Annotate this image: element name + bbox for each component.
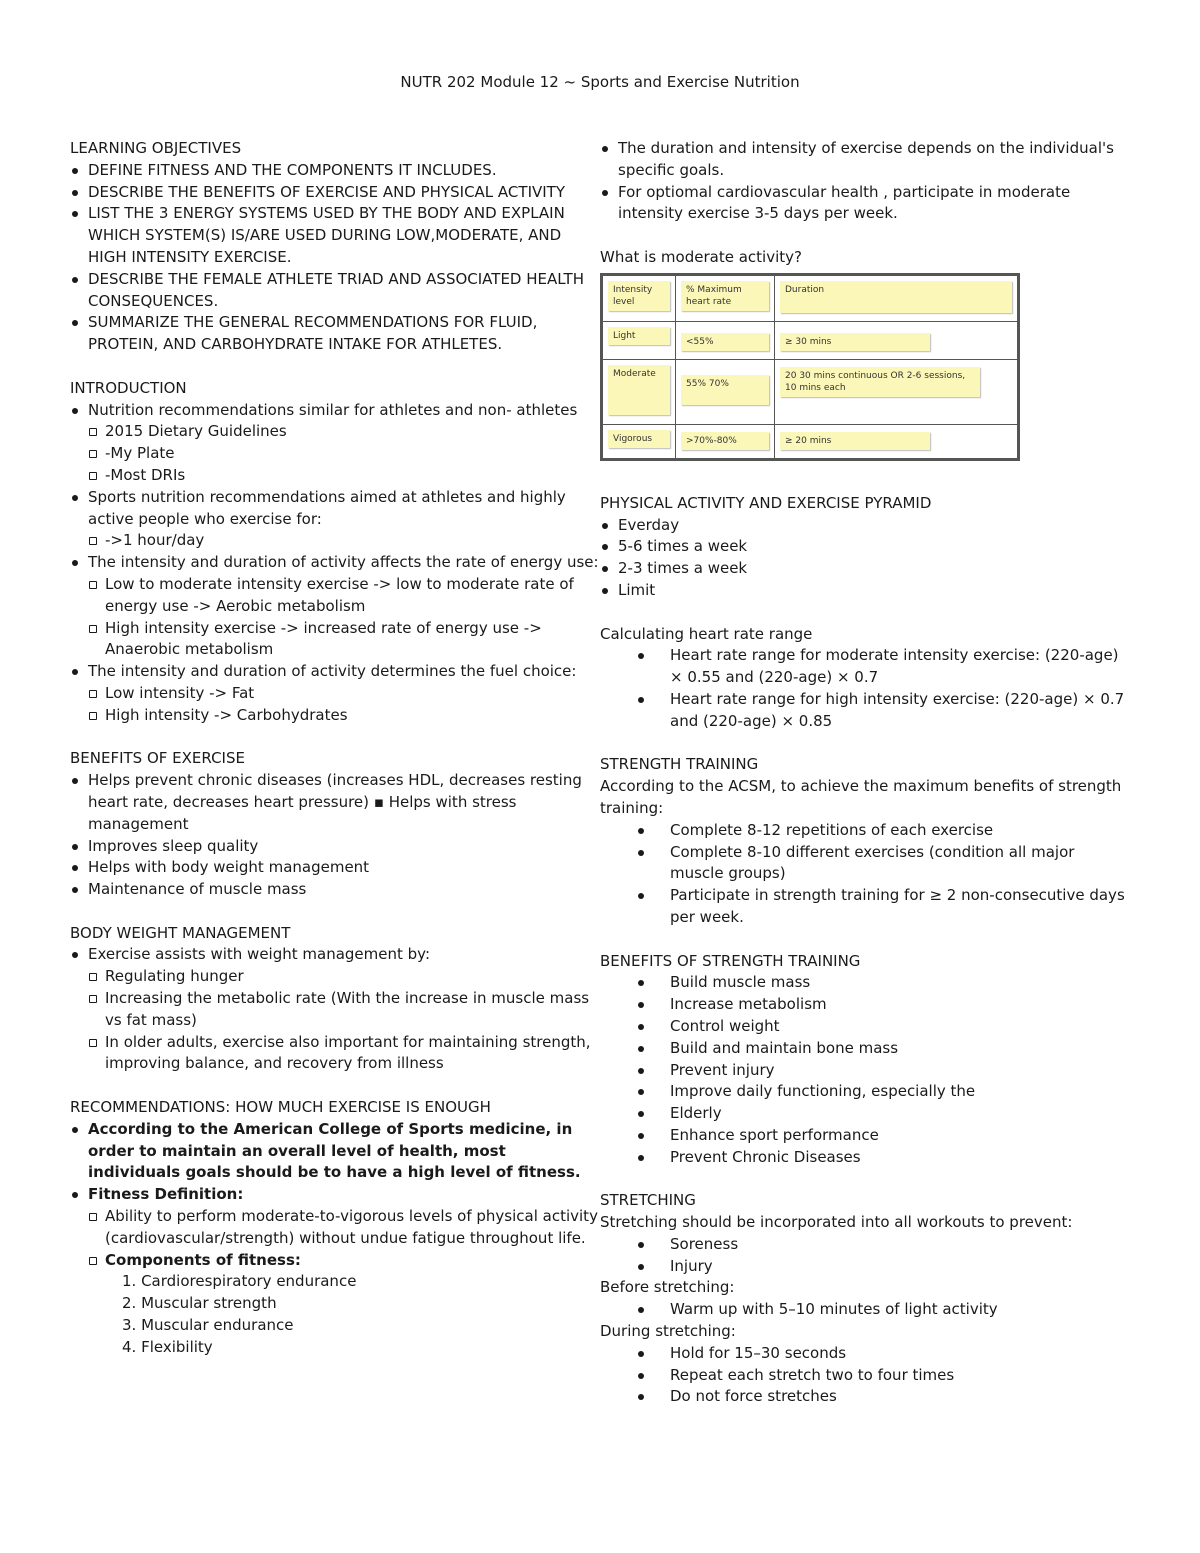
list-item: DESCRIBE THE BENEFITS OF EXERCISE AND PHYSICAL ACTIVITY: [70, 182, 600, 204]
list-item: Build muscle mass: [600, 972, 1130, 994]
table-cell: 20 30 mins continuous OR 2-6 sessions, 10 mins each: [780, 367, 980, 397]
list-item: DEFINE FITNESS AND THE COMPONENTS IT INCLUDES.: [70, 160, 600, 182]
list-item: Prevent injury: [600, 1060, 1130, 1082]
list-item: Limit: [600, 580, 1130, 602]
right-column: [600, 138, 1130, 1408]
sub-list-item: 2015 Dietary Guidelines: [70, 421, 600, 443]
intensity-table-image: [600, 273, 1020, 461]
sub-list-item: Components of fitness:: [70, 1250, 600, 1272]
body-weight-heading: BODY WEIGHT MANAGEMENT: [70, 923, 291, 942]
list-item: Nutrition recommendations similar for athletes and non- athletes: [70, 400, 600, 422]
list-item: The intensity and duration of activity affects the rate of energy use:: [70, 552, 600, 574]
components-list: [70, 1271, 600, 1358]
during-stretching-list: [600, 1343, 1130, 1408]
during-stretching-label: During stretching:: [600, 1322, 736, 1341]
body-weight-list: [70, 944, 600, 966]
heart-rate-list: [600, 645, 1130, 732]
list-item: Heart rate range for high intensity exercise: (220-age) × 0.7 and (220-age) × 0.85: [600, 689, 1130, 733]
numbered-item: 3. Muscular endurance: [122, 1316, 294, 1335]
strength-training-intro: According to the ACSM, to achieve the maximum benefits of strength training:: [600, 777, 1122, 817]
strength-training-list: [600, 820, 1130, 929]
pyramid-list: [600, 515, 1130, 602]
table-cell: 55% 70%: [681, 375, 769, 405]
stretching-heading: STRETCHING: [600, 1191, 696, 1210]
list-item: Complete 8-10 different exercises (condition all major muscle groups): [600, 842, 1130, 886]
list-item: According to the American College of Sports medicine, in order to maintain an overall level of health, most individuals goals should be to have a high level of fitness.: [70, 1119, 600, 1184]
list-item: Improves sleep quality: [70, 836, 600, 858]
list-item: 2-3 times a week: [600, 558, 1130, 580]
list-item: Build and maintain bone mass: [600, 1038, 1130, 1060]
sub-list-item: -My Plate: [70, 443, 600, 465]
introduction-sublist: [70, 421, 600, 486]
table-cell: ≥ 30 mins: [780, 333, 930, 351]
list-item: LIST THE 3 ENERGY SYSTEMS USED BY THE BODY AND EXPLAIN WHICH SYSTEM(S) IS/ARE USED DURING LOW,MODERATE, AND HIGH INTENSITY EXERCISE.: [70, 203, 600, 268]
list-item: Increase metabolism: [600, 994, 1130, 1016]
table-cell: Moderate: [608, 365, 670, 415]
introduction-list: [70, 487, 600, 531]
sub-list-item: High intensity -> Carbohydrates: [70, 705, 600, 727]
sub-list-item: High intensity exercise -> increased rate of energy use -> Anaerobic metabolism: [70, 618, 600, 662]
before-stretching-label: Before stretching:: [600, 1278, 735, 1297]
left-column: [70, 138, 600, 1359]
list-item: For optiomal cardiovascular health , participate in moderate intensity exercise 3-5 days per week.: [600, 182, 1130, 226]
list-item: Helps prevent chronic diseases (increases HDL, decreases resting heart rate, decreases heart pressure) ▪ Helps with stress management: [70, 770, 600, 835]
list-item: 5-6 times a week: [600, 536, 1130, 558]
list-item: Injury: [600, 1256, 1130, 1278]
list-item: DESCRIBE THE FEMALE ATHLETE TRIAD AND ASSOCIATED HEALTH CONSEQUENCES.: [70, 269, 600, 313]
recommendations-heading: RECOMMENDATIONS: HOW MUCH EXERCISE IS ENOUGH: [70, 1098, 491, 1117]
fitness-sublist: [70, 1206, 600, 1271]
list-item: Exercise assists with weight management by:: [70, 944, 600, 966]
stretching-intro: Stretching should be incorporated into all workouts to prevent:: [600, 1213, 1073, 1232]
list-item: Repeat each stretch two to four times: [600, 1365, 1130, 1387]
list-item: The intensity and duration of activity determines the fuel choice:: [70, 661, 600, 683]
strength-training-heading: STRENGTH TRAINING: [600, 755, 759, 774]
body-weight-sublist: [70, 966, 600, 1075]
benefits-heading: BENEFITS OF EXERCISE: [70, 749, 245, 768]
list-item: Do not force stretches: [600, 1386, 1130, 1408]
strength-benefits-list: [600, 972, 1130, 1168]
sub-list-item: Low to moderate intensity exercise -> low to moderate rate of energy use -> Aerobic metabolism: [70, 574, 600, 618]
introduction-sublist: [70, 574, 600, 661]
introduction-sublist: [70, 683, 600, 727]
introduction-list: [70, 400, 600, 422]
table-header-duration: Duration: [780, 281, 1012, 313]
list-item: SUMMARIZE THE GENERAL RECOMMENDATIONS FOR FLUID, PROTEIN, AND CARBOHYDRATE INTAKE FOR ATHLETES.: [70, 312, 600, 356]
list-item: Participate in strength training for ≥ 2 non-consecutive days per week.: [600, 885, 1130, 929]
list-item: Warm up with 5–10 minutes of light activity: [600, 1299, 1130, 1321]
strength-benefits-heading: BENEFITS OF STRENGTH TRAINING: [600, 951, 861, 970]
pyramid-heading: PHYSICAL ACTIVITY AND EXERCISE PYRAMID: [600, 493, 932, 512]
sub-list-item: ->1 hour/day: [70, 530, 600, 552]
table-cell: ≥ 20 mins: [780, 432, 930, 450]
list-item: Improve daily functioning, especially the: [600, 1081, 1130, 1103]
list-item: Maintenance of muscle mass: [70, 879, 600, 901]
stretching-prevent-list: [600, 1234, 1130, 1278]
table-cell: Vigorous: [608, 430, 670, 448]
list-item: The duration and intensity of exercise depends on the individual's specific goals.: [600, 138, 1130, 182]
list-item: Everday: [600, 515, 1130, 537]
list-item: Sports nutrition recommendations aimed at athletes and highly active people who exercise for:: [70, 487, 600, 531]
sub-list-item: Ability to perform moderate-to-vigorous levels of physical activity (cardiovascular/strength) without undue fatigue throughout life.: [70, 1206, 600, 1250]
heart-rate-heading: Calculating heart rate range: [600, 624, 813, 643]
table-cell: Light: [608, 327, 670, 345]
list-item: Heart rate range for moderate intensity exercise: (220-age) × 0.55 and (220-age) × 0.7: [600, 645, 1130, 689]
sub-list-item: Increasing the metabolic rate (With the increase in muscle mass vs fat mass): [70, 988, 600, 1032]
table-header-heart-rate: % Maximum heart rate: [681, 281, 769, 311]
page-title: NUTR 202 Module 12 ~ Sports and Exercise Nutrition: [400, 73, 800, 91]
sub-list-item: -Most DRIs: [70, 465, 600, 487]
recommendations-list: [70, 1119, 600, 1206]
table-cell: >70%-80%: [681, 432, 769, 450]
list-item: Elderly: [600, 1103, 1130, 1125]
table-header-intensity: Intensity level: [608, 281, 670, 311]
benefits-list: [70, 770, 600, 901]
list-item: Enhance sport performance: [600, 1125, 1130, 1147]
list-item: Soreness: [600, 1234, 1130, 1256]
numbered-item: 4. Flexibility: [122, 1337, 213, 1356]
introduction-list: [70, 552, 600, 574]
list-item: Prevent Chronic Diseases: [600, 1147, 1130, 1169]
list-item: Hold for 15–30 seconds: [600, 1343, 1130, 1365]
before-stretching-list: [600, 1299, 1130, 1321]
numbered-item: 2. Muscular strength: [122, 1294, 277, 1313]
table-cell: <55%: [681, 333, 769, 351]
introduction-sublist: [70, 530, 600, 552]
list-item: Helps with body weight management: [70, 857, 600, 879]
goals-list: [600, 138, 1130, 225]
sub-list-item: In older adults, exercise also important for maintaining strength, improving balance, and recovery from illness: [70, 1032, 600, 1076]
learning-objectives-heading: LEARNING OBJECTIVES: [70, 139, 242, 157]
moderate-activity-question: What is moderate activity?: [600, 247, 802, 266]
introduction-heading: INTRODUCTION: [70, 378, 187, 397]
list-item: Control weight: [600, 1016, 1130, 1038]
list-item: Fitness Definition:: [70, 1184, 600, 1206]
numbered-item: 1. Cardiorespiratory endurance: [122, 1272, 357, 1291]
list-item: Complete 8-12 repetitions of each exercise: [600, 820, 1130, 842]
introduction-list: [70, 661, 600, 683]
sub-list-item: Low intensity -> Fat: [70, 683, 600, 705]
learning-objectives-list: [70, 160, 600, 356]
sub-list-item: Regulating hunger: [70, 966, 600, 988]
